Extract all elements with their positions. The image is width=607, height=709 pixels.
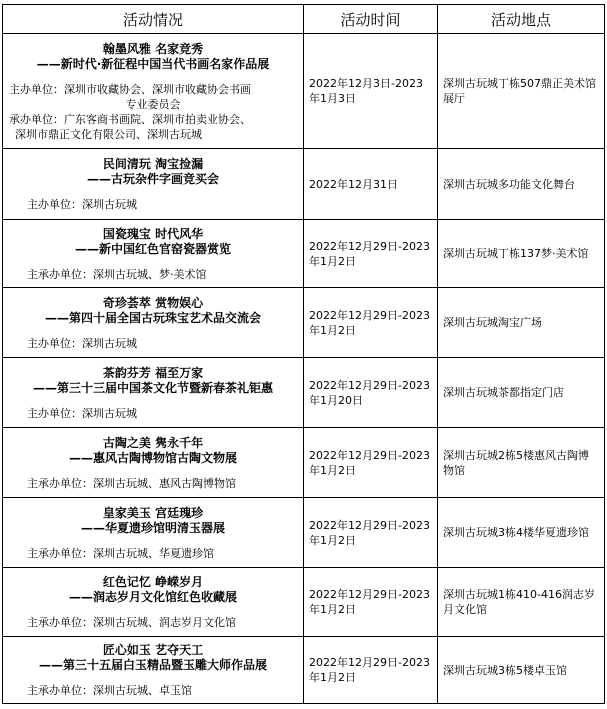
event-place-cell: 深圳古玩城淘宝广场 <box>438 288 605 358</box>
organizer-line: 主承办单位：深圳古玩城、卓玉馆 <box>27 684 192 697</box>
organizer-line: 主办单位：深圳市收藏协会、深圳市收藏协会书画 <box>9 82 251 96</box>
header-info: 活动情况 <box>3 5 304 34</box>
event-subtitle: ——新时代·新征程中国当代书画名家作品展 <box>36 56 270 71</box>
event-time-cell: 2022年12月29日-2023年1月2日 <box>304 637 438 704</box>
organizer-line: 主承办单位：深圳古玩城、华夏遗珍馆 <box>27 546 214 560</box>
organizer-line: 专业委员会 <box>125 97 181 111</box>
event-time-cell: 2022年12月3日-2023年1月3日 <box>304 34 438 149</box>
event-place-cell: 深圳古玩城1栋410-416润志岁月文化馆 <box>438 568 605 637</box>
header-place: 活动地点 <box>438 5 605 34</box>
organizer-block <box>9 82 297 142</box>
event-subtitle: ——华夏遗珍馆明清玉器展 <box>80 520 225 535</box>
event-info-cell <box>3 34 304 149</box>
event-place-cell: 深圳古玩城3栋5楼卓玉馆 <box>438 637 605 704</box>
event-info-cell <box>3 288 304 358</box>
organizer-block <box>9 406 297 421</box>
event-place-cell: 深圳古玩城茶都指定门店 <box>438 358 605 428</box>
organizer-block <box>9 615 297 630</box>
event-title: 翰墨风雅 名家竞秀 <box>102 41 204 56</box>
organizer-line: 主承办单位：深圳古玩城、惠风古陶博物馆 <box>27 476 236 490</box>
event-time-cell: 2022年12月29日-2023年1月2日 <box>304 428 438 498</box>
event-title: 匠心如玉 艺夺天工 <box>102 643 204 657</box>
event-time-cell: 2022年12月29日-2023年1月20日 <box>304 358 438 428</box>
event-title: 皇家美玉 宫廷瑰珍 <box>102 505 204 520</box>
event-info-cell <box>3 428 304 498</box>
event-time-cell: 2022年12月29日-2023年1月2日 <box>304 498 438 568</box>
table-row <box>3 637 605 704</box>
table-row <box>3 358 605 428</box>
event-subtitle: ——古玩杂件字画竞买会 <box>86 172 219 186</box>
events-table <box>2 4 605 704</box>
events-body <box>3 34 605 704</box>
organizer-line: 深圳市鼎正文化有限公司、深圳古玩城 <box>15 127 202 141</box>
event-subtitle: ——润志岁月文化馆红色收藏展 <box>68 590 237 604</box>
event-subtitle: ——第三十三届中国茶文化节暨新春茶礼钜惠 <box>32 380 273 395</box>
event-time-cell: 2022年12月31日 <box>304 149 438 220</box>
event-title: 国瓷瑰宝 时代风华 <box>102 226 204 241</box>
organizer-line: 主办单位：深圳古玩城 <box>27 198 137 211</box>
event-subtitle: ——第四十届全国古玩珠宝艺术品交流会 <box>44 310 261 325</box>
table-row <box>3 428 605 498</box>
table-row <box>3 498 605 568</box>
event-subtitle: ——新中国红色官窑瓷器赏览 <box>74 241 231 256</box>
event-title: 古陶之美 隽永千年 <box>102 435 204 450</box>
table-row <box>3 288 605 358</box>
organizer-block <box>9 683 297 698</box>
event-info-cell <box>3 220 304 288</box>
event-time-cell: 2022年12月29日-2023年1月2日 <box>304 288 438 358</box>
organizer-block <box>9 476 297 491</box>
organizer-line: 主承办单位：深圳古玩城、润志岁月文化馆 <box>27 616 236 629</box>
event-title: 红色记忆 峥嵘岁月 <box>102 575 204 589</box>
organizer-block <box>9 546 297 561</box>
event-place-cell: 深圳古玩城丁栋507鼎正美术馆展厅 <box>438 34 605 149</box>
event-info-cell <box>3 498 304 568</box>
table-row <box>3 568 605 637</box>
event-place-cell: 深圳古玩城3栋4楼华夏遗珍馆 <box>438 498 605 568</box>
event-place-cell: 深圳古玩城多功能文化舞台 <box>438 149 605 220</box>
organizer-line: 承办单位：广东客商书画院、深圳市拍卖业协会、 <box>9 112 251 126</box>
event-title: 茶韵芬芳 福至万家 <box>102 365 204 380</box>
event-subtitle: ——第三十五届白玉精品暨玉雕大师作品展 <box>38 658 267 672</box>
event-info-cell <box>3 149 304 220</box>
organizer-block <box>9 267 297 282</box>
header-time: 活动时间 <box>304 5 438 34</box>
event-title: 奇珍荟萃 赏物娱心 <box>102 295 204 310</box>
table-row <box>3 34 605 149</box>
event-info-cell <box>3 637 304 704</box>
organizer-block <box>9 197 297 212</box>
event-info-cell <box>3 358 304 428</box>
organizer-line: 主办单位：深圳古玩城 <box>27 336 137 350</box>
event-place-cell: 深圳古玩城2栋5楼惠风古陶博物馆 <box>438 428 605 498</box>
table-row <box>3 149 605 220</box>
event-time-cell: 2022年12月29日-2023年1月2日 <box>304 568 438 637</box>
organizer-line: 主办单位：深圳古玩城 <box>27 406 137 420</box>
event-subtitle: ——惠风古陶博物馆古陶文物展 <box>68 450 237 465</box>
event-info-cell <box>3 568 304 637</box>
table-row <box>3 220 605 288</box>
event-title: 民间清玩 淘宝捡漏 <box>102 157 204 171</box>
header-row <box>3 5 605 34</box>
event-place-cell: 深圳古玩城丁栋137梦·美术馆 <box>438 220 605 288</box>
organizer-block <box>9 336 297 351</box>
event-time-cell: 2022年12月29日-2023年1月2日 <box>304 220 438 288</box>
organizer-line: 主承办单位：深圳古玩城、梦·美术馆 <box>27 267 207 281</box>
